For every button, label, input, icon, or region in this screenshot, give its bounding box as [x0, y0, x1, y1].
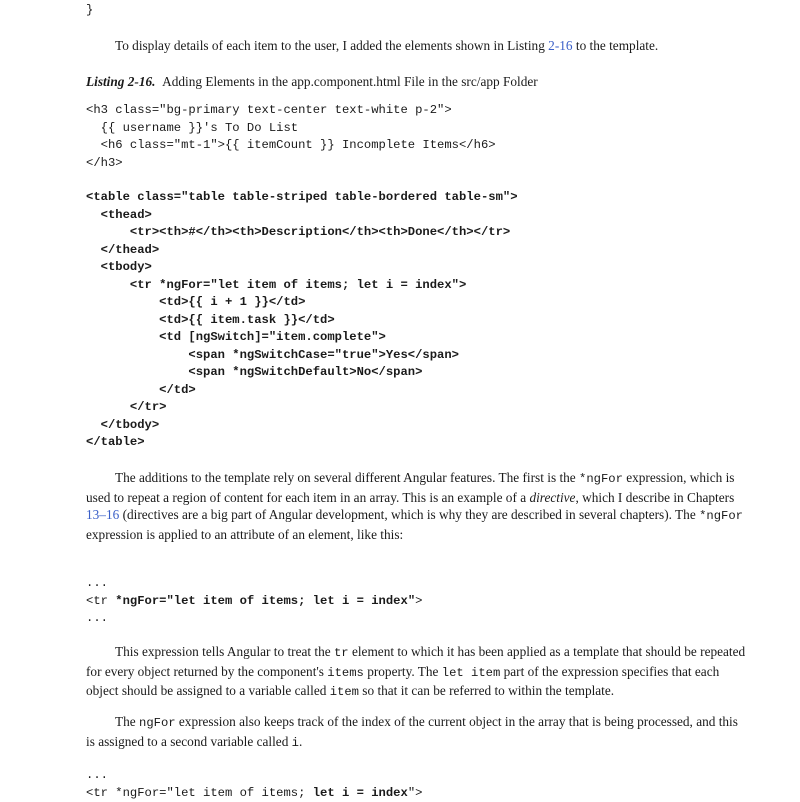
index-explanation-paragraph [86, 713, 746, 752]
paragraph-text: property. The [364, 664, 442, 679]
paragraph-text: (directives are a big part of Angular development, which is why they are described in several chapters). The [119, 507, 699, 522]
code-line: <tr><th>#</th><th>Description</th><th>Done</th></tr> [86, 224, 518, 242]
code-line: </thead> [86, 242, 518, 260]
code-text: <tr *ngFor="let item of items; [86, 786, 313, 800]
code-snippet-ngfor [86, 575, 422, 628]
inline-code: items [327, 666, 364, 680]
paragraph-text: expression is applied to an attribute of an element, like this: [86, 527, 403, 542]
paragraph-text: . [299, 734, 302, 749]
code-line: <tr *ngFor="let item of items; let i = index"> [86, 277, 518, 295]
chapter-reference-link[interactable]: 13–16 [86, 507, 119, 522]
paragraph-text: The [115, 714, 139, 729]
code-text: "> [408, 786, 423, 800]
inline-code: tr [334, 646, 349, 660]
listing-code-table [86, 189, 518, 452]
code-snippet-index [86, 767, 422, 802]
paragraph-text: part of the expression specifies that each object should be assigned to a variable called [86, 664, 719, 699]
emphasized-term: directive [529, 490, 575, 505]
paragraph-text: expression, which is used to repeat a region of content for each item in an array. This is an example of a [86, 470, 734, 505]
inline-code: let item [442, 666, 501, 680]
listing-code-header [86, 102, 496, 172]
listing-reference-link[interactable]: 2-16 [548, 38, 572, 53]
code-line: </table> [86, 434, 518, 452]
code-ellipsis: ... [86, 767, 422, 785]
code-highlight: *ngFor="let item of items; let i = index" [115, 594, 415, 608]
code-line: } [86, 2, 93, 20]
paragraph-text: so that it can be referred to within the template. [359, 683, 614, 698]
listing-title: Adding Elements in the app.component.html File in the src/app Folder [162, 74, 538, 89]
paragraph-text: , which I describe in Chapters [575, 490, 734, 505]
listing-number: Listing 2-16. [86, 74, 155, 89]
code-text: <tr [86, 594, 115, 608]
code-line: <span *ngSwitchCase="true">Yes</span> [86, 347, 518, 365]
code-ellipsis: ... [86, 610, 422, 628]
inline-code: i [292, 736, 299, 750]
code-line: <thead> [86, 207, 518, 225]
code-line: <td [ngSwitch]="item.complete"> [86, 329, 518, 347]
code-line [86, 785, 422, 802]
code-line: <tbody> [86, 259, 518, 277]
code-line: <h3 class="bg-primary text-center text-white p-2"> [86, 102, 496, 120]
code-highlight: let i = index [313, 786, 408, 800]
code-line: </tr> [86, 399, 518, 417]
paragraph-text: To display details of each item to the user, I added the elements shown in Listing [115, 38, 548, 53]
explanation-paragraph [86, 469, 746, 543]
previous-listing-end [86, 2, 93, 20]
inline-code: *ngFor [699, 509, 743, 523]
paragraph-text: The additions to the template rely on several different Angular features. The first is the [115, 470, 579, 485]
inline-code: ngFor [139, 716, 176, 730]
code-line: <td>{{ item.task }}</td> [86, 312, 518, 330]
paragraph-text: This expression tells Angular to treat the [115, 644, 334, 659]
inline-code: *ngFor [579, 472, 623, 486]
code-line: <h6 class="mt-1">{{ itemCount }} Incomplete Items</h6> [86, 137, 496, 155]
code-line: </td> [86, 382, 518, 400]
paragraph-text: expression also keeps track of the index of the current object in the array that is being processed, and this is assigned to a second variable called [86, 714, 738, 749]
code-line: {{ username }}'s To Do List [86, 120, 496, 138]
code-line: <span *ngSwitchDefault>No</span> [86, 364, 518, 382]
template-explanation-paragraph [86, 643, 746, 702]
code-line: </tbody> [86, 417, 518, 435]
paragraph-text: element to which it has been applied as a template that should be repeated for every object returned by the component's [86, 644, 745, 679]
listing-caption [86, 73, 538, 91]
inline-code: item [330, 685, 359, 699]
code-line: <table class="table table-striped table-bordered table-sm"> [86, 189, 518, 207]
code-line: <td>{{ i + 1 }}</td> [86, 294, 518, 312]
code-ellipsis: ... [86, 575, 422, 593]
code-line: </h3> [86, 155, 496, 173]
intro-paragraph [86, 37, 746, 55]
paragraph-text: to the template. [573, 38, 659, 53]
code-text: > [415, 594, 422, 608]
code-line [86, 593, 422, 611]
